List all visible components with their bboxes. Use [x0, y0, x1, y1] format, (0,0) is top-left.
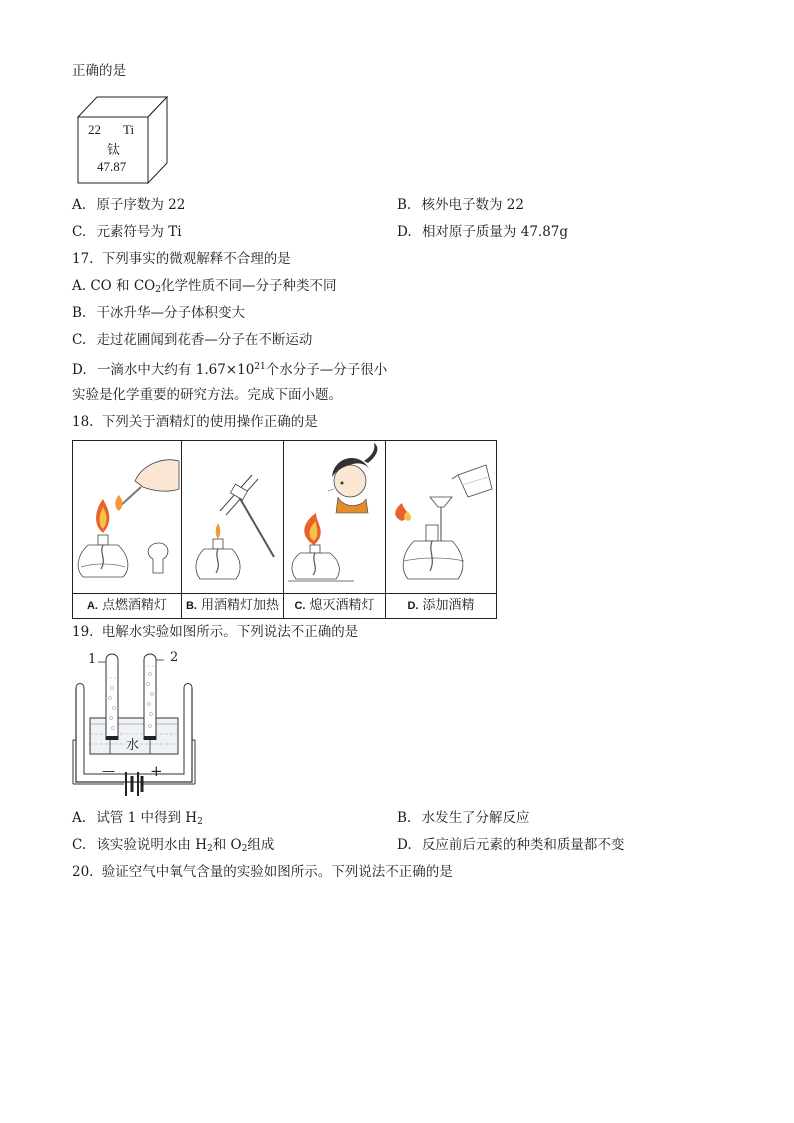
option-letter: A.: [72, 278, 87, 294]
superscript: 21: [254, 362, 266, 372]
element-number: 22: [88, 122, 101, 137]
q19-option-d[interactable]: [397, 836, 624, 854]
q17-option-a[interactable]: [72, 277, 336, 299]
tube-1-label: 1: [88, 652, 97, 667]
water-electrolysis-diagram: [70, 648, 200, 804]
q18-option-a[interactable]: [73, 441, 182, 619]
negative-terminal-label: —: [102, 764, 115, 779]
q19-option-c[interactable]: [72, 836, 274, 858]
option-letter: D.: [397, 224, 412, 240]
question-number: 20.: [72, 864, 94, 880]
question-number: 17.: [72, 251, 94, 267]
option-letter: C.: [72, 837, 87, 853]
q17-option-c[interactable]: [72, 331, 312, 349]
option-text: 试管 1 中得到 H: [96, 810, 198, 826]
question-text: 下列关于酒精灯的使用操作正确的是: [101, 414, 318, 430]
subscript: 2: [155, 285, 161, 295]
q16-option-d[interactable]: [397, 223, 568, 241]
alcohol-lamp-options-table: [72, 440, 497, 619]
positive-terminal-label: +: [150, 762, 163, 780]
q17-option-d[interactable]: [72, 358, 387, 379]
option-text: 元素符号为 Ti: [96, 224, 182, 240]
caption-text: 点燃酒精灯: [101, 598, 167, 613]
option-text: 核外电子数为 22: [421, 197, 524, 213]
q18-caption-b: [182, 593, 283, 618]
q16-option-c[interactable]: [72, 223, 182, 241]
option-text: 一滴水中大约有 1.67×10: [96, 362, 255, 378]
caption-letter: B.: [185, 600, 197, 612]
caption-letter: D.: [407, 600, 419, 612]
caption-text: 用酒精灯加热: [200, 598, 279, 613]
section-intro: 实验是化学重要的研究方法。完成下面小题。: [72, 387, 342, 403]
q20-stem: [72, 863, 453, 881]
option-text: 该实验说明水由 H: [96, 837, 208, 853]
option-text: 干冰升华—分子体积变大: [96, 305, 246, 321]
question-number: 19.: [72, 624, 94, 640]
option-letter: C.: [72, 224, 87, 240]
option-text: 化学性质不同—分子种类不同: [160, 278, 337, 294]
heating-test-tube-image: [182, 441, 283, 593]
option-text: 反应前后元素的种类和质量都不变: [421, 837, 625, 853]
q17-stem: [72, 250, 291, 268]
element-cell-titanium: [75, 95, 170, 189]
option-text: 个水分子—分子很小: [265, 362, 388, 378]
option-text: CO 和 CO: [90, 278, 156, 294]
q19-option-b[interactable]: [397, 809, 530, 827]
question-text: 下列事实的微观解释不合理的是: [101, 251, 291, 267]
water-label: 水: [126, 734, 139, 753]
element-name: 钛: [107, 142, 121, 157]
tube-2-label: 2: [170, 650, 179, 665]
question-number: 18.: [72, 414, 94, 430]
q16-option-b[interactable]: [397, 196, 524, 214]
q18-stem: [72, 413, 318, 431]
q19-option-a[interactable]: [72, 809, 203, 831]
q17-option-b[interactable]: [72, 304, 245, 322]
blowing-out-lamp-image: [284, 441, 385, 593]
option-letter: D.: [72, 362, 87, 378]
option-text: 和 O: [212, 837, 242, 853]
option-letter: B.: [72, 305, 87, 321]
q18-caption-a: [73, 593, 181, 618]
caption-letter: A.: [86, 600, 98, 612]
option-letter: B.: [397, 810, 412, 826]
element-mass: 47.87: [97, 159, 127, 174]
q16-stem-tail: 正确的是: [72, 63, 126, 79]
option-letter: C.: [72, 332, 87, 348]
subscript: 2: [207, 844, 213, 854]
option-text: 原子序数为 22: [96, 197, 186, 213]
option-text: 相对原子质量为 47.87g: [421, 224, 569, 240]
subscript: 2: [197, 817, 203, 827]
subscript: 2: [241, 844, 248, 854]
option-letter: A.: [72, 810, 87, 826]
question-text: 电解水实验如图所示。下列说法不正确的是: [101, 624, 359, 640]
question-text: 验证空气中氧气含量的实验如图所示。下列说法不正确的是: [101, 864, 453, 880]
adding-alcohol-image: [386, 441, 496, 593]
option-letter: B.: [397, 197, 412, 213]
caption-letter: C.: [294, 600, 306, 612]
option-text: 水发生了分解反应: [421, 810, 530, 826]
option-text: 组成: [247, 837, 275, 853]
lighting-lamp-with-match-image: [73, 441, 181, 593]
option-letter: A.: [72, 197, 87, 213]
element-symbol: Ti: [123, 122, 135, 137]
q16-option-a[interactable]: [72, 196, 185, 214]
q18-caption-d: [386, 593, 496, 618]
caption-text: 熄灭酒精灯: [309, 598, 375, 613]
q18-option-d[interactable]: [386, 441, 497, 619]
q18-option-c[interactable]: [284, 441, 386, 619]
option-letter: D.: [397, 837, 412, 853]
q19-stem: [72, 623, 358, 641]
caption-text: 添加酒精: [422, 598, 475, 613]
q18-caption-c: [284, 593, 385, 618]
q18-option-b[interactable]: [182, 441, 284, 619]
option-text: 走过花圃闻到花香—分子在不断运动: [96, 332, 313, 348]
